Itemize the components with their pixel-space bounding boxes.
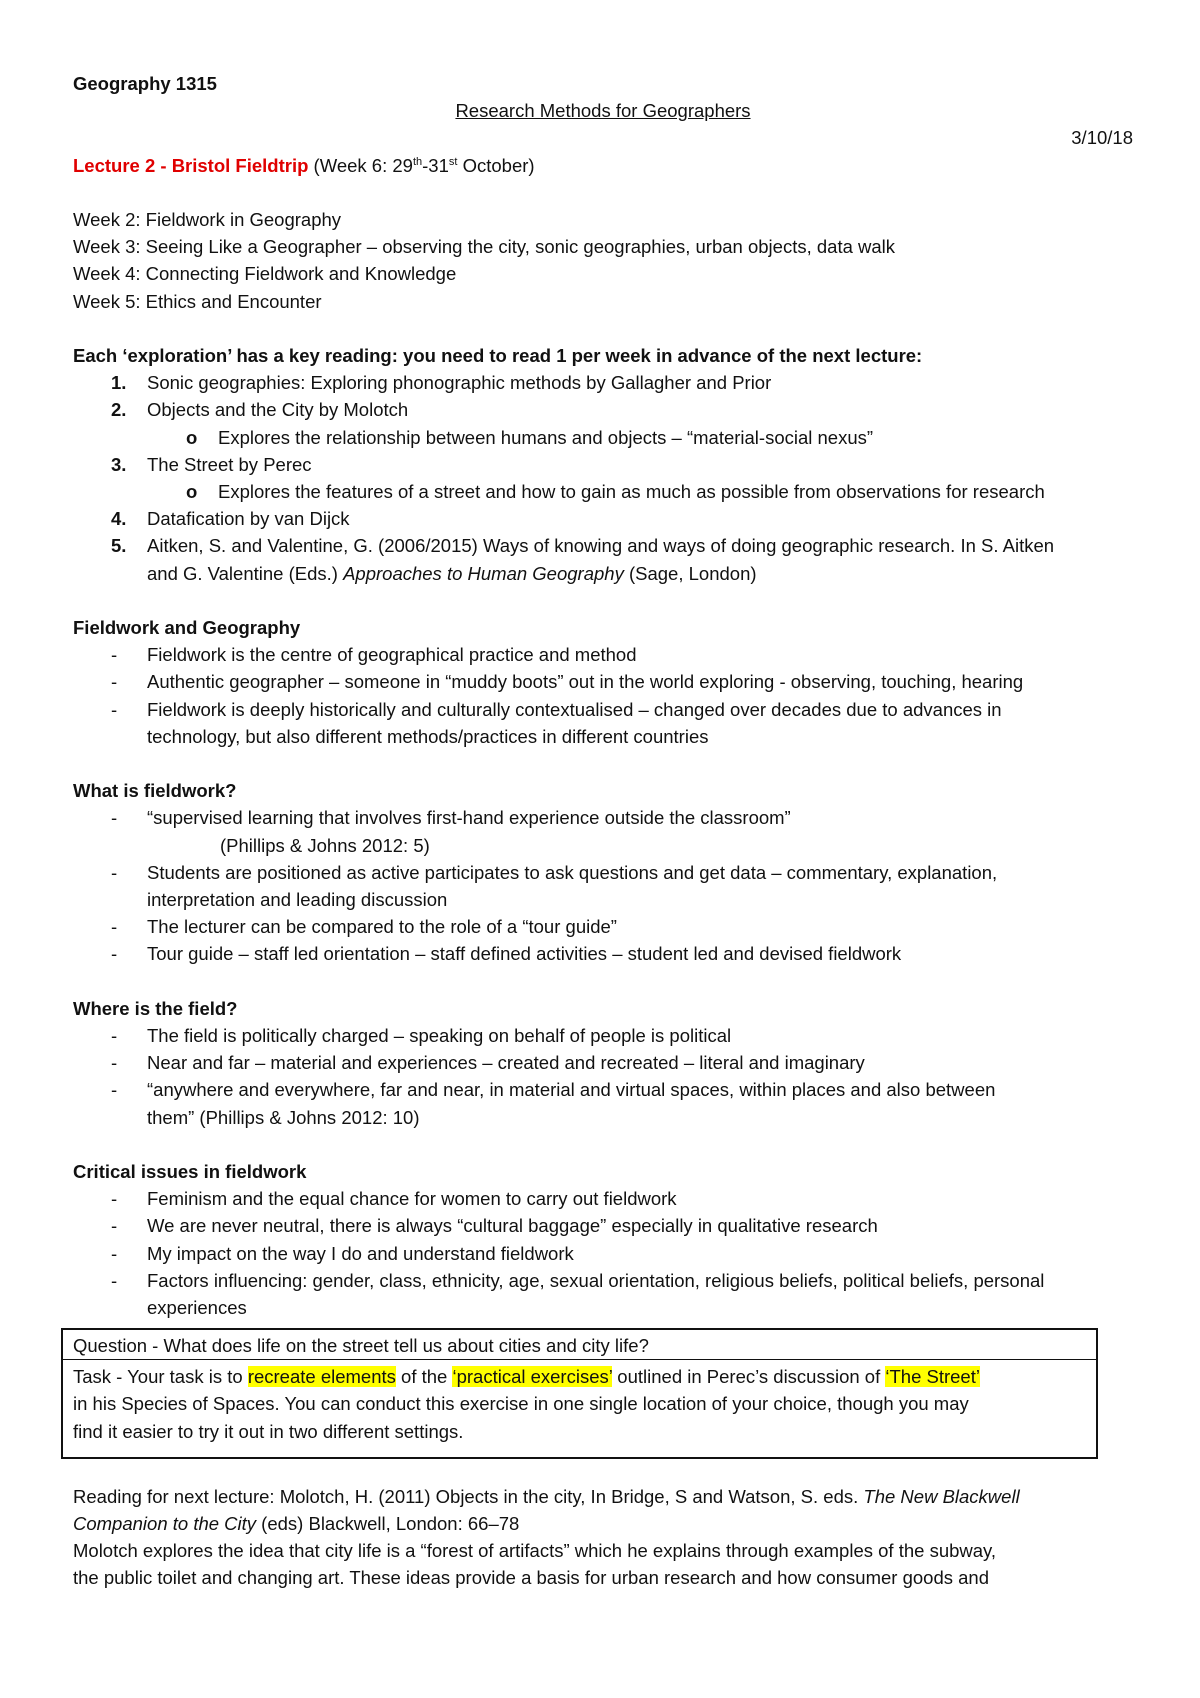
next-reading-cont: Companion to the City (eds) Blackwell, London: 66–78 [73, 1513, 520, 1535]
highlight: ‘practical exercises’ [452, 1366, 613, 1388]
citation: (Phillips & Johns 2012: 5) [220, 834, 430, 856]
readings-heading: Each ‘exploration’ has a key reading: you need to read 1 per week in advance of the next lecture: [73, 345, 923, 366]
dash-item-continuation: them” (Phillips & Johns 2012: 10) [147, 1106, 420, 1128]
document-body [73, 70, 1133, 1592]
reading-item: 5. Aitken, S. and Valentine, G. (2006/2015) Ways of knowing and ways of doing geographic research. In S. Aitken [111, 535, 1055, 557]
section-heading: Where is the field? [73, 997, 238, 1019]
dash-item: - Students are positioned as active participates to ask questions and get data – commentary, explanation, [111, 861, 998, 883]
lecture-heading: Lecture 2 - Bristol Fieldtrip (Week 6: 29th-31st October) [73, 154, 535, 176]
readings-list [73, 369, 1133, 423]
dash-item: - “supervised learning that involves first-hand experience outside the classroom” [111, 807, 791, 829]
section-heading: What is fieldwork? [73, 780, 237, 802]
highlight: ‘The Street’ [885, 1366, 980, 1388]
next-reading: Reading for next lecture: Molotch, H. (2011) Objects in the city, In Bridge, S and Watson, S. eds. The New Blackwell [73, 1485, 1020, 1507]
document-title: Research Methods for Geographers [455, 100, 751, 122]
dash-item: - The lecturer can be compared to the role of a “tour guide” [111, 916, 617, 938]
task-description: Task - Your task is to recreate elements of the ‘practical exercises’ outlined in Perec’s discussion of ‘The Street’ in his Species of Spaces. You can conduct this exercise in one single location of your choice, though you may find it easier to try it out in two different settings. [73, 1366, 980, 1442]
dash-item: - Fieldwork is the centre of geographical practice and method [111, 644, 637, 666]
summary-line: the public toilet and changing art. These ideas provide a basis for urban research and how consumer goods and [73, 1567, 989, 1589]
course-code: Geography 1315 [73, 73, 217, 94]
reading-subitem: o Explores the features of a street and how to gain as much as possible from observations for research [73, 478, 1133, 505]
dash-item: - Feminism and the equal chance for women to carry out fieldwork [111, 1188, 677, 1210]
lecture-label: Lecture 2 - Bristol Fieldtrip [73, 154, 309, 176]
reading-subitem: o Explores the relationship between humans and objects – “material-social nexus” [73, 424, 1133, 451]
dash-item: - My impact on the way I do and understand fieldwork [111, 1242, 574, 1264]
task-question: Question - What does life on the street tell us about cities and city life? [63, 1330, 1096, 1360]
dash-item: - Fieldwork is deeply historically and culturally contextualised – changed over decades due to advances in [111, 698, 1002, 720]
week-line: Week 2: Fieldwork in Geography [73, 209, 342, 230]
reading-item: 2. Objects and the City by Molotch [111, 399, 409, 421]
dash-item: - The field is politically charged – speaking on behalf of people is political [111, 1025, 732, 1047]
bullet-icon: o [186, 481, 198, 503]
dash-item-continuation: technology, but also different methods/practices in different countries [147, 725, 709, 747]
section-heading: Critical issues in fieldwork [73, 1161, 307, 1183]
week-line: Week 4: Connecting Fieldwork and Knowledge [73, 263, 457, 285]
bullet-icon: o [186, 426, 198, 448]
reading-item: 4. Datafication by van Dijck [111, 508, 350, 530]
dash-item-continuation: experiences [147, 1297, 247, 1319]
week-line: Week 5: Ethics and Encounter [73, 290, 322, 312]
highlight: recreate elements [247, 1366, 396, 1388]
reading-item: 3. The Street by Perec [111, 453, 312, 475]
week-line: Week 3: Seeing Like a Geographer – observing the city, sonic geographies, urban objects, data walk [73, 236, 896, 258]
reading-item-continuation: and G. Valentine (Eds.) Approaches to Human Geography (Sage, London) [147, 562, 757, 584]
dash-item: - Near and far – material and experiences – created and recreated – literal and imaginary [111, 1052, 865, 1074]
section-heading: Fieldwork and Geography [73, 617, 301, 639]
task-box [61, 1328, 1098, 1459]
dash-item: - Tour guide – staff led orientation – staff defined activities – student led and devised fieldwork [111, 943, 902, 965]
reading-item: 1. Sonic geographies: Exploring phonographic methods by Gallagher and Prior [111, 372, 772, 394]
summary-line: Molotch explores the idea that city life is a “forest of artifacts” which he explains through examples of the subway, [73, 1540, 997, 1562]
dash-item: - Factors influencing: gender, class, ethnicity, age, sexual orientation, religious beliefs, political beliefs, personal [111, 1269, 1045, 1291]
dash-item-continuation: interpretation and leading discussion [147, 889, 448, 911]
dash-item: - Authentic geographer – someone in “muddy boots” out in the world exploring - observing, touching, hearing [111, 671, 1024, 693]
dash-item: - “anywhere and everywhere, far and near, in material and virtual spaces, within places and also between [111, 1079, 996, 1101]
document-date: 3/10/18 [1071, 127, 1133, 149]
dash-item: - We are never neutral, there is always “cultural baggage” especially in qualitative research [111, 1215, 878, 1237]
